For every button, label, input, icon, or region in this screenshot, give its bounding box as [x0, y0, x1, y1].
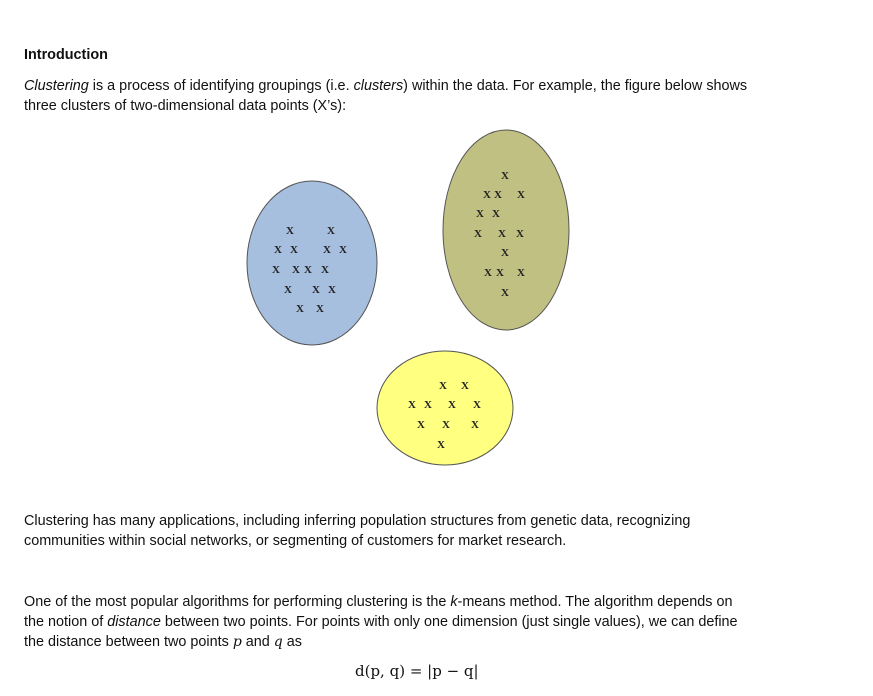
- data-point-marker: X: [476, 208, 484, 220]
- para3-line-2: [24, 613, 738, 631]
- data-point-marker: X: [408, 399, 416, 411]
- data-point-marker: X: [498, 228, 506, 240]
- data-point-marker: X: [290, 244, 298, 256]
- text: -means method. The algorithm depends on: [457, 594, 733, 610]
- data-point-marker: X: [274, 244, 282, 256]
- data-point-marker: X: [517, 189, 525, 201]
- data-point-marker: X: [323, 244, 331, 256]
- data-point-marker: X: [442, 419, 450, 431]
- var-p: p: [232, 634, 242, 650]
- term-clustering: Clustering: [24, 78, 89, 94]
- para2-line-2: communities within social networks, or segmenting of customers for market research.: [24, 533, 567, 549]
- text: and: [241, 634, 274, 650]
- data-point-marker: X: [321, 264, 329, 276]
- term-k: k: [450, 594, 458, 610]
- data-point-marker: X: [501, 170, 509, 182]
- text: as: [282, 634, 302, 650]
- data-point-marker: X: [483, 189, 491, 201]
- data-point-marker: X: [437, 439, 445, 451]
- data-point-marker: X: [286, 225, 294, 237]
- cluster-yellow: [377, 351, 513, 465]
- cluster-olive: [443, 130, 569, 330]
- data-point-marker: X: [316, 303, 324, 315]
- data-point-marker: X: [417, 419, 425, 431]
- section-heading: Introduction: [24, 47, 108, 63]
- var-q: q: [273, 634, 283, 650]
- para2-line-1: Clustering has many applications, including inferring population structures from genetic data, recognizing: [24, 513, 691, 529]
- text: is a process of identifying groupings (i.e.: [88, 78, 354, 94]
- data-point-marker: X: [424, 399, 432, 411]
- data-point-marker: X: [501, 247, 509, 259]
- data-point-marker: X: [461, 380, 469, 392]
- data-point-marker: X: [474, 228, 482, 240]
- data-point-marker: X: [517, 267, 525, 279]
- data-point-marker: X: [296, 303, 304, 315]
- distance-formula: d(p, q) = |p − q|: [355, 662, 479, 680]
- data-point-marker: X: [292, 264, 300, 276]
- data-point-marker: X: [284, 284, 292, 296]
- para3-line-1: [24, 593, 732, 611]
- text: the notion of: [24, 614, 108, 630]
- intro-line-2: three clusters of two-dimensional data points (X’s):: [24, 98, 347, 114]
- data-point-marker: X: [492, 208, 500, 220]
- text: ) within the data. For example, the figure below shows: [403, 78, 748, 94]
- data-point-marker: X: [496, 267, 504, 279]
- data-point-marker: X: [448, 399, 456, 411]
- data-point-marker: X: [501, 287, 509, 299]
- data-point-marker: X: [312, 284, 320, 296]
- data-point-marker: X: [473, 399, 481, 411]
- data-point-marker: X: [484, 267, 492, 279]
- data-point-marker: X: [471, 419, 479, 431]
- text: the distance between two points: [24, 634, 233, 650]
- data-point-marker: X: [516, 228, 524, 240]
- text: One of the most popular algorithms for performing clustering is the: [24, 594, 451, 610]
- term-distance: distance: [107, 614, 161, 630]
- text: between two points. For points with only one dimension (just single values), we can define: [160, 614, 738, 630]
- term-clusters: clusters: [353, 78, 404, 94]
- data-point-marker: X: [272, 264, 280, 276]
- cluster-blue: [247, 181, 377, 345]
- para3-line-3: [24, 633, 302, 651]
- data-point-marker: X: [439, 380, 447, 392]
- data-point-marker: X: [304, 264, 312, 276]
- data-point-marker: X: [494, 189, 502, 201]
- data-point-marker: X: [328, 284, 336, 296]
- data-point-marker: X: [339, 244, 347, 256]
- data-point-marker: X: [327, 225, 335, 237]
